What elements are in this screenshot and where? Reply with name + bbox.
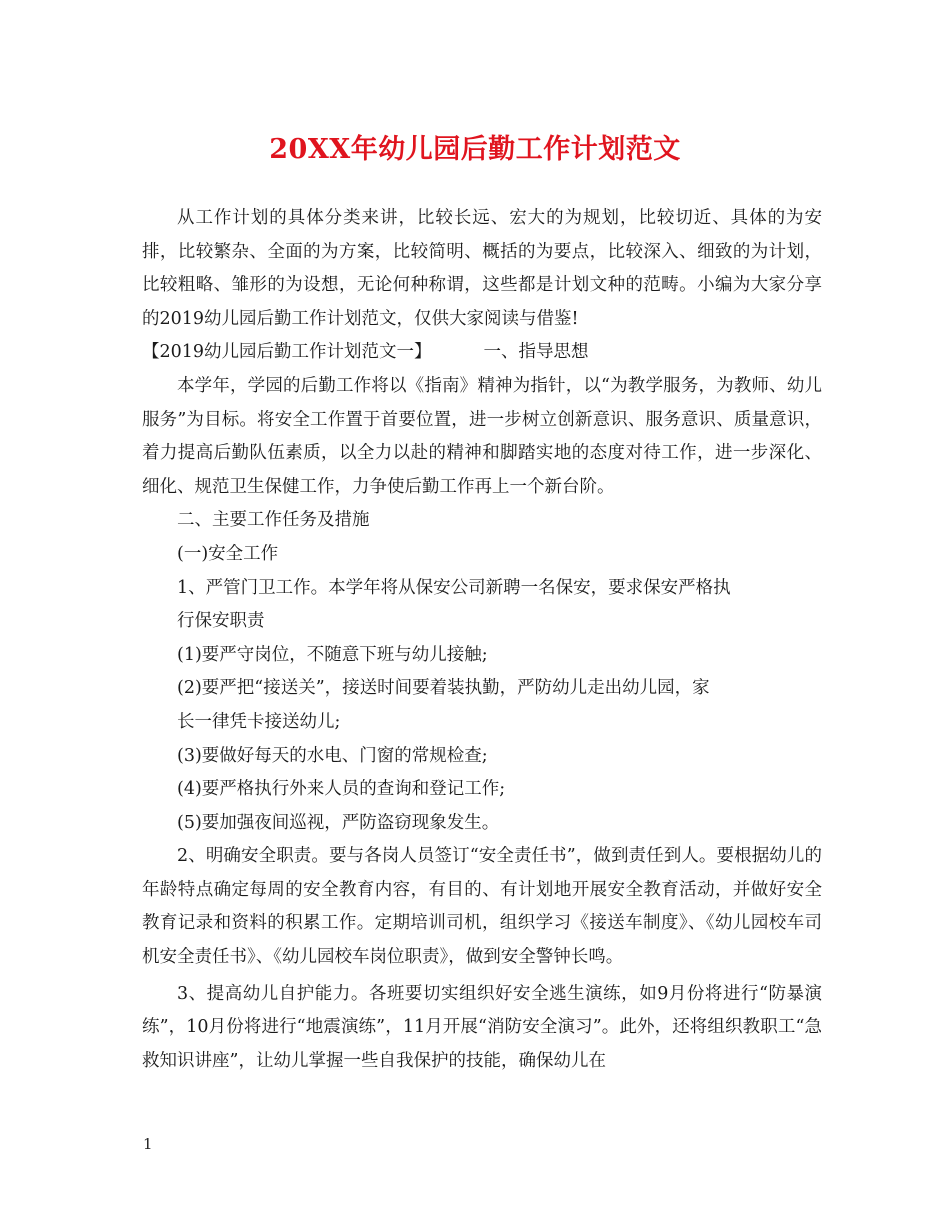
sub-item-2-line1: (2)要严把“接送关”，接送时间要着装执勤，严防幼儿走出幼儿园，家 — [177, 678, 710, 699]
page-number: 1 — [143, 1135, 153, 1153]
item2-paragraph: 2、明确安全职责。要与各岗人员签订“安全责任书”，做到责任到人。要根据幼儿的年龄特点确定每周的安全教育内容，有目的、有计划地开展安全教育活动，并做好安全教育记录和资料的积累工作。定期培训司机，组织学习《接送车制度》、《幼儿园校车司机安全责任书》、《幼儿园校车岗位职责》，做到安全警钟长鸣。 — [142, 846, 822, 968]
document-body — [142, 202, 822, 1078]
sub-item-4: (4)要严格执行外来人员的查询和登记工作; — [177, 779, 506, 800]
sub-item-3: (3)要做好每天的水电、门窗的常规检查; — [177, 745, 488, 766]
guiding-heading: 一、指导思想 — [483, 342, 589, 363]
document-title: 20XX年幼儿园后勤工作计划范文 — [269, 134, 681, 165]
sub-item-5: (5)要加强夜间巡视，严防盗窃现象发生。 — [177, 812, 500, 833]
item3-paragraph: 3、提高幼儿自护能力。各班要切实组织好安全逃生演练，如9月份将进行“防暴演练”，10月份将进行“地震演练”，11月开展“消防安全演习”。此外，还将组织教职工“急救知识讲座”，让幼儿掌握一些自我保护的技能，确保幼儿在 — [142, 983, 822, 1071]
section-heading: 【2019幼儿园后勤工作计划范文一】 — [142, 342, 432, 363]
sub-item-1: (1)要严守岗位，不随意下班与幼儿接触; — [177, 644, 488, 665]
safety-heading: (一)安全工作 — [177, 543, 279, 564]
tasks-heading: 二、主要工作任务及措施 — [177, 510, 370, 531]
section-heading-line — [142, 336, 822, 370]
guiding-paragraph: 本学年，学园的后勤工作将以《指南》精神为指针，以“为教学服务，为教师、幼儿服务”为目标。将安全工作置于首要位置，进一步树立创新意识、服务意识、质量意识，着力提高后勤队伍素质，以全力以赴的精神和脚踏实地的态度对待工作，进一步深化、细化、规范卫生保健工作，力争使后勤工作再上一个新台阶。 — [142, 375, 822, 497]
sub-item-2-line2: 长一律凭卡接送幼儿; — [177, 711, 341, 732]
item1-line2: 行保安职责 — [177, 611, 265, 632]
intro-paragraph: 从工作计划的具体分类来讲，比较长远、宏大的为规划，比较切近、具体的为安排，比较繁杂、全面的为方案，比较简明、概括的为要点，比较深入、细致的为计划，比较粗略、雏形的为设想，无论何种称谓，这些都是计划文种的范畴。小编为大家分享的2019幼儿园后勤工作计划范文，仅供大家阅读与借鉴! — [142, 208, 822, 329]
item1-line1: 1、严管门卫工作。本学年将从保安公司新聘一名保安，要求保安严格执 — [177, 577, 731, 598]
